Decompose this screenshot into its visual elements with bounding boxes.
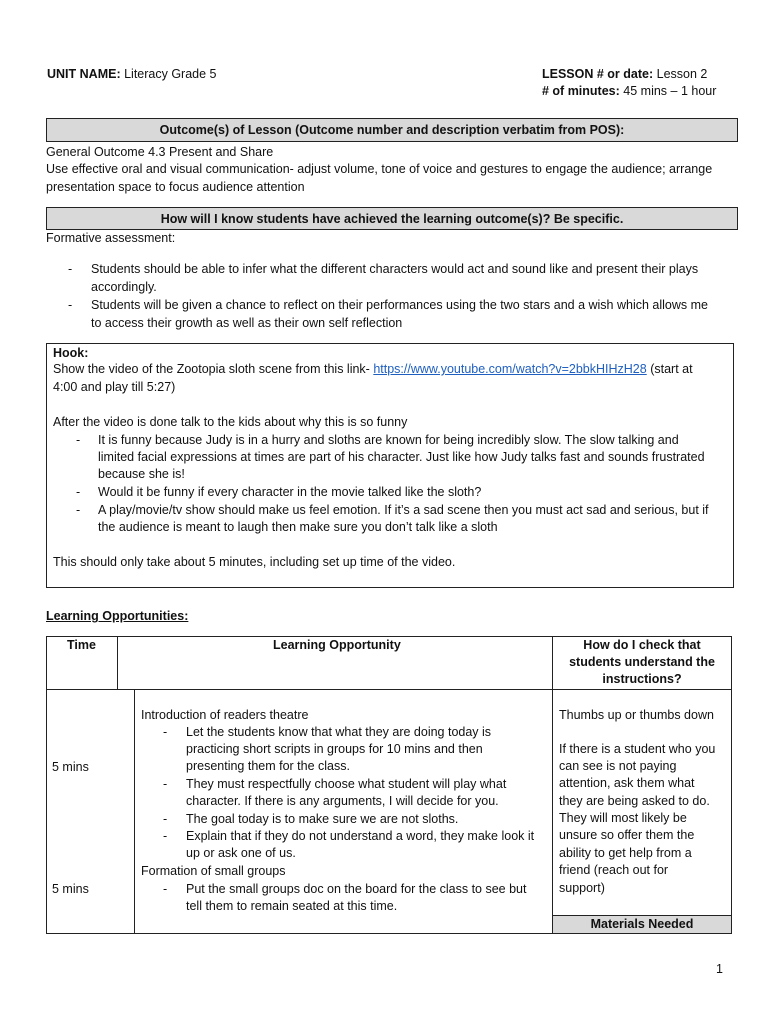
hook-bullet-3: A play/movie/tv show should make us feel emotion. If it’s a sad scene then you must act sad and serious, but if: [98, 503, 709, 517]
unit-name: [47, 67, 217, 81]
bullet-dash: -: [76, 433, 81, 447]
bullet-dash: -: [163, 882, 168, 896]
bullet-dash: -: [163, 725, 168, 739]
check-text-2-l8: friend (reach out for: [559, 863, 669, 877]
check-text-2-l2: can see is not paying: [559, 759, 677, 773]
intro-title: Introduction of readers theatre: [141, 708, 309, 722]
hook-line-1-text: Show the video of the Zootopia sloth scene from this link-: [53, 362, 374, 376]
unit-label: UNIT NAME:: [47, 67, 121, 81]
intro-item-3: The goal today is to make sure we are not sloths.: [186, 812, 459, 826]
formation-item-1: Put the small groups doc on the board for the class to see but: [186, 882, 527, 896]
outcome-line-2: Use effective oral and visual communication- adjust volume, tone of voice and gestures to engage the audience; arrange: [46, 162, 713, 176]
formative-label: Formative assessment:: [46, 231, 176, 245]
col-check-header-1: How do I check that: [583, 638, 701, 652]
minutes-value: 45 mins – 1 hour: [623, 84, 717, 98]
video-link[interactable]: https://www.youtube.com/watch?v=2bbkHIHzH28: [373, 362, 647, 376]
lesson-label: LESSON # or date:: [542, 67, 654, 81]
lesson-info: [542, 67, 707, 81]
minutes-info: [542, 84, 716, 98]
hook-line-1: [53, 362, 693, 376]
hook-closing: This should only take about 5 minutes, including set up time of the video.: [53, 555, 456, 569]
intro-item-2: They must respectfully choose what student will play what: [186, 777, 507, 791]
intro-item-2-cont: character. If there is any arguments, I will decide for you.: [186, 794, 499, 808]
check-text-2-l3: attention, ask them what: [559, 776, 695, 790]
formation-item-1-cont: tell them to remain seated at this time.: [186, 899, 398, 913]
intro-item-1-cont2: presenting them for the class.: [186, 759, 350, 773]
assessment-bullet-2-cont: to access their growth as well as their own self reflection: [91, 316, 403, 330]
bullet-dash: -: [76, 485, 81, 499]
assessment-bullet-1: Students should be able to infer what the different characters would act and sound like and present their plays: [91, 262, 699, 276]
minutes-label: # of minutes:: [542, 84, 620, 98]
hook-line-1-end: (start at: [646, 362, 693, 376]
check-text-2-l9: support): [559, 881, 605, 895]
check-text-2-l7: ability to get help from a: [559, 846, 692, 860]
formation-title: Formation of small groups: [141, 864, 286, 878]
col-time-header: Time: [67, 638, 96, 652]
bullet-dash: -: [68, 262, 73, 276]
check-text-2-l5: They will most likely be: [559, 811, 687, 825]
assessment-bullet-2: Students will be given a chance to reflect on their performances using the two stars and a wish which allows me: [91, 298, 708, 312]
check-text-1: Thumbs up or thumbs down: [559, 708, 714, 722]
bullet-dash: -: [163, 777, 168, 791]
intro-item-1: Let the students know that what they are doing today is: [186, 725, 492, 739]
check-text-2-l6: unsure so offer them the: [559, 828, 695, 842]
assessment-bullet-1-cont: accordingly.: [91, 280, 157, 294]
hook-bullet-1: It is funny because Judy is in a hurry and sloths are known for being incredibly slow. The slow talking and: [98, 433, 679, 447]
intro-item-4-cont: up or ask one of us.: [186, 846, 296, 860]
bullet-dash: -: [76, 503, 81, 517]
hook-line-3: After the video is done talk to the kids about why this is so funny: [53, 415, 408, 429]
hook-line-2: 4:00 and play till 5:27): [53, 380, 176, 394]
hook-bullet-1-cont2: because she is!: [98, 467, 185, 481]
table-divider: [117, 636, 118, 689]
table-divider: [46, 689, 732, 690]
page-number: 1: [716, 962, 723, 976]
hook-bullet-3-cont: the audience is meant to laugh then make sure you don’t talk like a sloth: [98, 520, 498, 534]
col-check-header-2: students understand the: [569, 655, 715, 669]
hook-bullet-2: Would it be funny if every character in the movie talked like the sloth?: [98, 485, 482, 499]
bullet-dash: -: [68, 298, 73, 312]
outcomes-heading: Outcome(s) of Lesson (Outcome number and description verbatim from POS):: [46, 118, 738, 142]
col-opportunity-header: Learning Opportunity: [273, 638, 401, 652]
col-check-header-3: instructions?: [602, 672, 682, 686]
hook-bullet-1-cont: limited facial expressions at times are part of his character. Just like how Judy talks fast and sounds frustrated: [98, 450, 705, 464]
check-text-2-l1: If there is a student who you: [559, 742, 716, 756]
check-text-2-l4: they are being asked to do.: [559, 794, 710, 808]
outcome-line-1: General Outcome 4.3 Present and Share: [46, 145, 274, 159]
unit-value: Literacy Grade 5: [124, 67, 217, 81]
bullet-dash: -: [163, 812, 168, 826]
bullet-dash: -: [163, 829, 168, 843]
assessment-heading: How will I know students have achieved the learning outcome(s)? Be specific.: [46, 207, 738, 230]
intro-item-4: Explain that if they do not understand a word, they make look it: [186, 829, 535, 843]
table-divider: [134, 689, 135, 934]
hook-title: Hook:: [53, 346, 89, 360]
time-cell-1: 5 mins: [52, 760, 89, 774]
intro-item-1-cont: practicing short scripts in groups for 10 mins and then: [186, 742, 483, 756]
lesson-value: Lesson 2: [656, 67, 708, 81]
materials-header: Materials Needed: [553, 916, 731, 933]
time-cell-2: 5 mins: [52, 882, 89, 896]
outcome-line-3: presentation space to focus audience attention: [46, 180, 305, 194]
learning-heading: Learning Opportunities:: [46, 609, 189, 623]
